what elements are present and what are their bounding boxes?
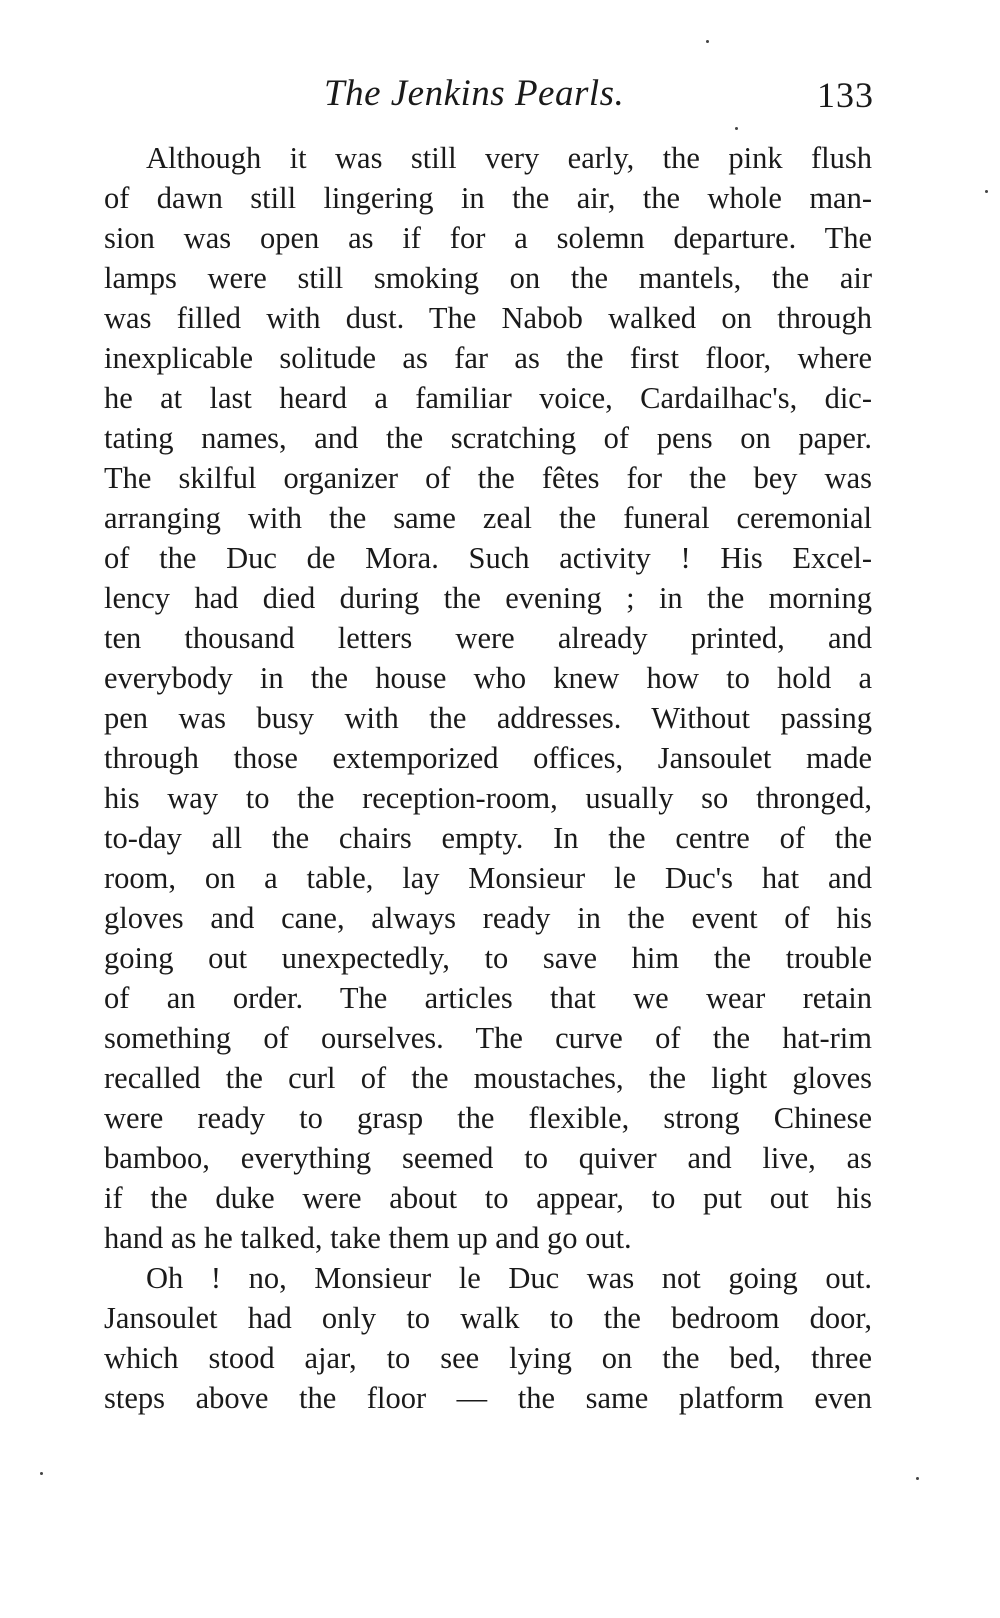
text-line: room, on a table, lay Monsieur le Duc's hat and [104, 861, 872, 895]
text-line: hand as he talked, take them up and go out. [104, 1221, 632, 1255]
text-line: ten thousand letters were already printed, and [104, 621, 872, 655]
text-line: gloves and cane, always ready in the event of his [104, 901, 872, 935]
page-number: 133 [817, 75, 874, 115]
text-line: of the Duc de Mora. Such activity ! His Excel- [104, 541, 872, 575]
text-line: Oh ! no, Monsieur le Duc was not going out. [146, 1261, 872, 1295]
text-line: to-day all the chairs empty. In the centre of the [104, 821, 872, 855]
text-line: through those extemporized offices, Jansoulet made [104, 741, 872, 775]
text-line: tating names, and the scratching of pens on paper. [104, 421, 872, 455]
text-line: of an order. The articles that we wear retain [104, 981, 872, 1015]
body-text [104, 138, 872, 1418]
text-line: steps above the floor — the same platform even [104, 1381, 872, 1415]
print-speck [735, 127, 738, 130]
print-speck [985, 190, 988, 193]
text-line: sion was open as if for a solemn departure. The [104, 221, 872, 255]
text-line: Although it was still very early, the pink flush [146, 141, 872, 175]
running-title: The Jenkins Pearls. [324, 73, 625, 114]
text-line: of dawn still lingering in the air, the whole man- [104, 181, 872, 215]
text-line: which stood ajar, to see lying on the bed, three [104, 1341, 872, 1375]
print-speck [916, 1477, 919, 1480]
text-line: The skilful organizer of the fêtes for the bey was [104, 461, 872, 495]
print-speck [40, 1472, 43, 1475]
text-line: recalled the curl of the moustaches, the light gloves [104, 1061, 872, 1095]
text-line: lency had died during the evening ; in the morning [104, 581, 872, 615]
text-line: everybody in the house who knew how to hold a [104, 661, 872, 695]
text-line: he at last heard a familiar voice, Cardailhac's, dic- [104, 381, 872, 415]
text-line: Jansoulet had only to walk to the bedroom door, [104, 1301, 872, 1335]
text-line: if the duke were about to appear, to put out his [104, 1181, 872, 1215]
text-line: bamboo, everything seemed to quiver and live, as [104, 1141, 872, 1175]
text-line: inexplicable solitude as far as the first floor, where [104, 341, 872, 375]
text-line: pen was busy with the addresses. Without passing [104, 701, 872, 735]
text-line: his way to the reception-room, usually so thronged, [104, 781, 872, 815]
running-head [104, 72, 874, 122]
print-speck [706, 40, 709, 43]
text-line: were ready to grasp the flexible, strong Chinese [104, 1101, 872, 1135]
text-line: lamps were still smoking on the mantels, the air [104, 261, 872, 295]
text-line: arranging with the same zeal the funeral ceremonial [104, 501, 872, 535]
text-line: was filled with dust. The Nabob walked on through [104, 301, 872, 335]
text-line: going out unexpectedly, to save him the trouble [104, 941, 872, 975]
text-line: something of ourselves. The curve of the hat-rim [104, 1021, 872, 1055]
